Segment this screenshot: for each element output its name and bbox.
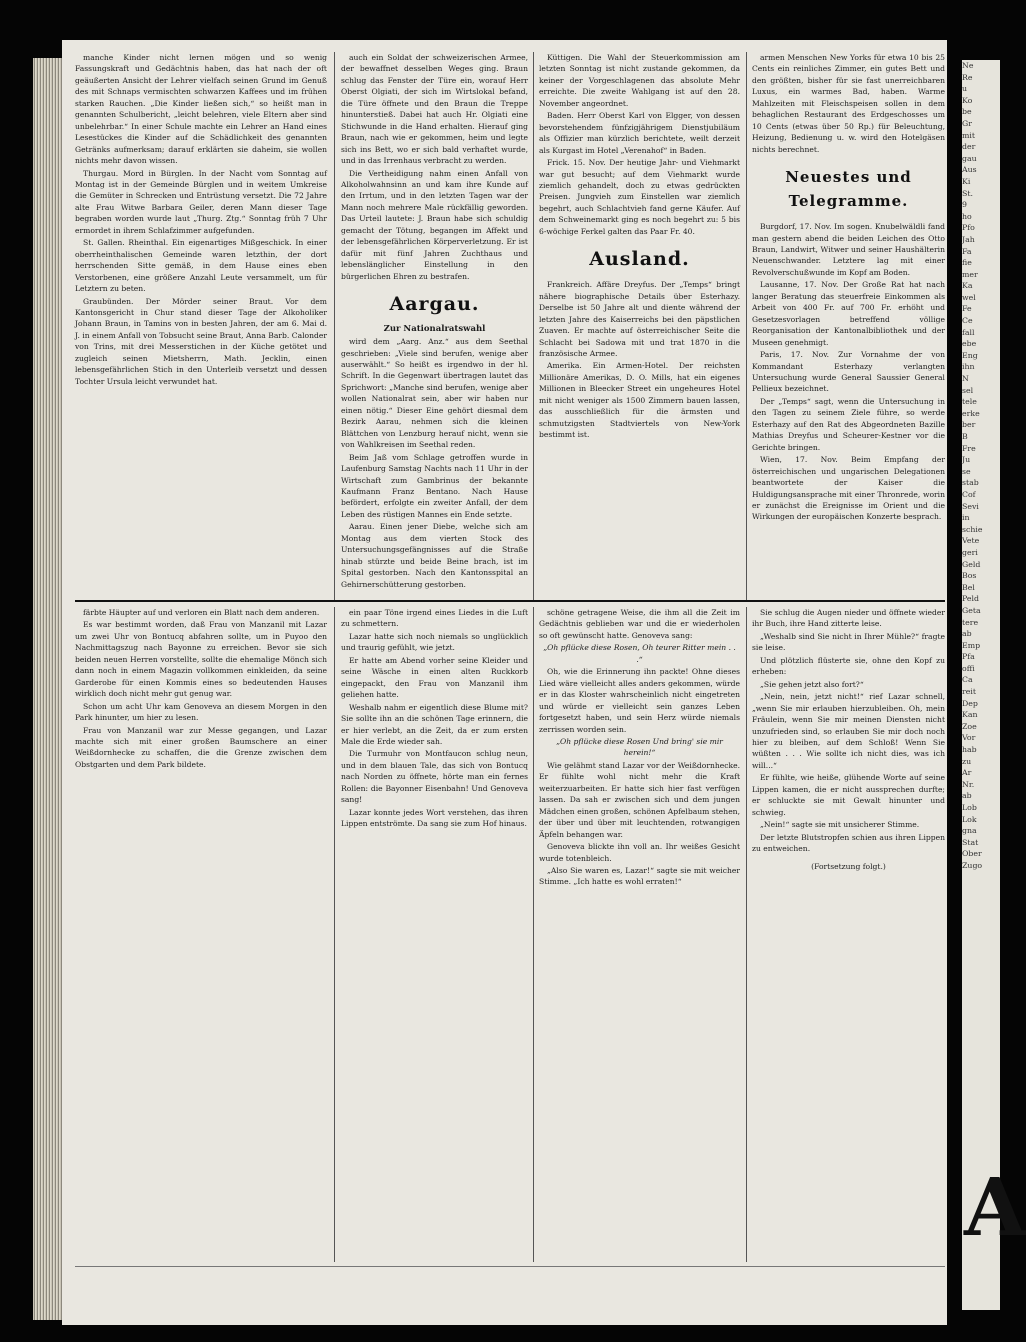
column-rule [746,607,747,1262]
book-page-edges [33,58,63,1320]
adjacent-page-fragment: u [962,84,968,94]
adjacent-page-fragment: Emp [962,640,981,650]
adjacent-page-fragment: fie [962,258,972,268]
story-paragraph: Lazar konnte jedes Wort verstehen, das ihren Lippen entströmte. Da sang sie zum Hof hinaus. [341,807,528,829]
article-paragraph: Beim Jaß vom Schlage getroffen wurde in Laufenburg Samstag Nachts nach 11 Uhr in der Wirtschaft zum Gambrinus der bekannte Kaufmann Franz Bentano. Nach Hause befördert, erfolgte ein zweiter Anfall, der dem Leben des rüstigen Mannes ein Ende setzte. [341,452,528,519]
continuation-note: (Fortsetzung folgt.) [811,861,886,871]
adjacent-page-fragment: 9 [962,200,967,210]
column-rule [334,52,335,600]
adjacent-page-big-letter: A [964,1160,1026,1254]
story-paragraph: ein paar Töne irgend eines Liedes in die Luft zu schmettern. [341,608,528,629]
column-1 [75,52,327,388]
adjacent-page-fragment: se [962,466,971,476]
story-paragraph: Schon um acht Uhr kam Genoveva an diesem Morgen in den Park hinunter, um hier zu lesen. [75,701,327,723]
feuilleton-column-3 [539,607,740,889]
column-rule [533,607,534,1262]
story-paragraph: Die Turmuhr von Montfaucon schlug neun, und in dem blauen Tale, das sich von Bontucq nach Norden zu öffnete, hörte man ein fernes Rollen: die Bayonner Eisenbahn! Und Genoveva sang! [341,749,528,805]
article-paragraph: manche Kinder nicht lernen mögen und so wenig Fassungskraft und Gedächtnis haben, das hat nach der oft geäußerten Ansicht der Lehrer vielfach seinen Grund im Genuß des mit Schnaps vermischten schwarzen Kaffees und im frühen starken Rauchen. „Die Kinder ließen sich,“ so heißt man in genannten Schulbericht, „leicht belehren, viele Eltern aber sind unbelehrbar.“ In einer Schule machte ein Lehrer an Hand eines Lesestückes die Kinder auf die Schädlichkeit des genannten Getränks aufmerksam; darauf erklärten sie daheim, sie wollen nichts mehr davon wissen. [75,53,327,166]
adjacent-page-fragment: ber [962,420,976,430]
adjacent-page-fragment: Bos [962,571,977,581]
adjacent-page-fragment: be [962,107,972,117]
adjacent-page-fragment: zu [962,756,972,766]
column-4 [752,52,945,524]
story-paragraph: Der letzte Blutstropfen schien aus ihren Lippen zu entweichen. [752,832,945,854]
adjacent-page-fragment: Ar [962,768,972,778]
article-thurgau: Thurgau. Mord in Bürglen. In der Nacht vom Sonntag auf Montag ist in der Gemeinde Bürglen und in weitem Umkreise die Gemüter in Schrecken und Entrüstung versetzt. Die 72 Jahre alte Frau Witwe Barbara Geiler, deren Mann dieser Tage begraben worden wurde laut „Thurg. Ztg.“ Sonntag früh 7 Uhr ermordet in ihrem Schlafzimmer aufgefunden. [75,168,327,235]
article-frankreich: Frankreich. Affäre Dreyfus. Der „Temps“ bringt nähere biographische Details über Esterhazy. Derselbe ist 50 Jahre alt und diente während der letzten Jahre des Kaiserreichs bei den päpstlichen Zuaven. Er machte auf österreichischer Seite die Schlacht bei Sadowa mit und trat 1870 in die französische Armee. [539,280,740,358]
adjacent-page-fragment: Vete [962,536,980,546]
adjacent-page-fragment: Re [962,72,973,82]
adjacent-page-fragment: Peld [962,594,979,604]
article-temps: Der „Temps“ sagt, wenn die Untersuchung in den Tagen zu seinem Ziele führe, so werde Esterhazy auf den Rat des Abgeordneten Bazille Mathias Dreyfus und Scheurer-Kestner vor die Gerichte bringen. [752,396,945,452]
adjacent-page-fragment: Fe [962,304,972,314]
adjacent-page-fragment: Ober [962,849,982,859]
adjacent-page-fragment: Vor [962,733,976,743]
article-paragraph: Aarau. Einen jener Diebe, welche sich am Montag aus dem vierten Stock des Untersuchungsgefängnisses auf die Straße hinab stürzte und beide Beine brach, ist im Spital gestorben. Nach den Kantonsspital an Gehirnerschütterung gestorben. [341,522,528,589]
adjacent-page-fragment: Pfo [962,223,975,233]
adjacent-page-fragment: gau [962,153,977,163]
story-paragraph: Er fühlte, wie heiße, glühende Worte auf seine Lippen kamen, die er nicht aussprechen durfte; er schluckte sie mit Gewalt hinunter und schwieg. [752,773,945,817]
adjacent-page-fragment: Ca [962,675,973,685]
section-heading-aargau: Aargau. [389,293,480,316]
column-rule [746,52,747,600]
story-paragraph: Sie schlug die Augen nieder und öffnete wieder ihr Buch, ihre Hand zitterte leise. [752,608,945,629]
adjacent-page-fragment: fall [962,327,975,337]
adjacent-page-fragment: reit [962,687,976,697]
adjacent-page-fragment: tele [962,397,977,407]
story-paragraph: „Also Sie waren es, Lazar!“ sagte sie mit weicher Stimme. „Ich hatte es wohl erraten!“ [539,865,740,887]
story-paragraph: Wie gelähmt stand Lazar vor der Weißdornhecke. Er fühlte wohl nicht mehr die Kraft weiterzuarbeiten. Er hatte sich hier fast verfügen lassen. Da sah er zwischen sich und dem jungen Mädchen einen großen, schönen Apfelbaum stehen, der über und über mit leuchtenden, rotwangigen Äpfeln behangen war. [539,760,740,839]
article-st-gallen: St. Gallen. Rheinthal. Ein eigenartiges Mißgeschick. In einer oberrheinthalischen Gemeinde waren letzthin, der dort herrschenden Sitte gemäß, in dem Hause eines eben Verstorbenen, eine größere Anzahl Leute versammelt, um für Letztern zu beten. [75,238,327,294]
adjacent-page-fragment: ab [962,629,972,639]
story-paragraph: Frau von Manzanil war zur Messe gegangen, und Lazar machte sich mit einer großen Baumschere an einer Weißdornhecke zu schaffen, die die Grenze zwischen dem Obstgarten und dem Park bildete. [75,725,327,769]
column-3 [539,52,740,442]
adjacent-page-fragment: in [962,513,970,523]
story-paragraph: Und plötzlich flüsterte sie, ohne den Kopf zu erheben: [752,655,945,677]
column-2 [341,52,528,591]
adjacent-page-fragment: mer [962,269,978,279]
article-frick: Frick. 15. Nov. Der heutige Jahr- und Viehmarkt war gut besucht; auf dem Viehmarkt wurde ziemlich gehandelt, doch zu etwas gedrückten Preisen. Jungvieh zum Einstellen war ziemlich begehrt, auch Schlachtvieh fand gerne Käufer. Auf dem Schweinemarkt ging es noch begehrt zu: 5 bis 6-wöchige Ferkel galten das Paar Fr. 40. [539,158,740,236]
adjacent-page-fragment: Gr [962,118,972,128]
adjacent-page-fragment: stab [962,478,979,488]
article-paragraph: wird dem „Aarg. Anz.“ aus dem Seethal geschrieben: „Viele sind berufen, wenige aber auserwählt.“ So heißt es irgendwo in der hl. Schrift. In die Gegenwart übertragen lautet das Sprichwort: „Manche sind berufen, wenige aber wollen Nationalrat sein, aber wir haben nur einen nötig.“ Dieser Eine gehört diesmal dem Bezirk Aarau, nehmen sich die kleinen Blättchen von Lenzburg herauf nicht, wenn sie von Wahlkreisen im Seethal reden. [341,337,528,450]
story-paragraph: schöne getragene Weise, die ihm all die Zeit im Gedächtnis geblieben war und die er wiederholen so oft gewünscht hatte. Genoveva sang: [539,608,740,640]
adjacent-page-fragment: Stat [962,837,979,847]
adjacent-page-fragment: Zoe [962,721,977,731]
article-lausanne: Lausanne, 17. Nov. Der Große Rat hat nach langer Beratung das steuerfreie Einkommen als Arbeit von 400 Fr. auf 700 Fr. erhöht und Gesetzesvorlagen betreffend völlige Reorganisation der Kantonalbibliothek und der Museen genehmigt. [752,280,945,347]
story-paragraph: Lazar hatte sich noch niemals so unglücklich und traurig gefühlt, wie jetzt. [341,631,528,653]
article-wien: Wien, 17. Nov. Beim Empfang der österreichischen und ungarischen Delegationen beantwortete der Kaiser die Huldigungsansprache mit einer Thronrede, worin er zunächst die Ereignisse im Orient und die Wirkungen der europäischen Konzerte besprach. [752,455,945,522]
adjacent-page-fragment: Ne [962,61,974,70]
adjacent-page-fragment: wel [962,292,976,302]
article-graubuenden: Graubünden. Der Mörder seiner Braut. Vor dem Kantonsgericht in Chur stand dieser Tage der Alkoholiker Johann Braun, in Tamins von in besten Jahren, der am 6. Mai d. J. in einem Anfall von Tobsucht seine Braut, Anna Barb. Calonder von Trins, mit drei Messerstichen in der Küche getötet und zugleich seinen Mietsherrn, Math. Jecklin, einen lebensgefährlichen Stich in den Unterleib versetzt und dessen Tochter Ursula leicht verwundet hat. [75,296,327,386]
adjacent-page-fragment: schie [962,524,983,534]
feuilleton-column-2 [341,607,528,831]
article-paris: Paris, 17. Nov. Zur Vornahme der von Kommandant Esterhazy verlangten Untersuchung wurde General Saussier General Pellieux bezeichnet. [752,350,945,394]
adjacent-page-fragment: Geta [962,605,981,615]
adjacent-page-fragment: gna [962,826,977,836]
story-paragraph: Er hatte am Abend vorher seine Kleider und seine Wäsche in einen alten Ruckkorb eingepackt, den Frau von Manzanil ihm geliehen hatte. [341,655,528,700]
adjacent-page-fragment: Aus [962,165,977,175]
section-heading-neuestes: Neuestes und Telegramme. [785,168,912,211]
adjacent-page-fragment: Ka [962,281,973,291]
column-rule [334,607,335,1262]
page-bottom-rule [75,1266,945,1267]
adjacent-page-fragment: St. [962,188,973,198]
adjacent-page-fragment: Jah [962,234,975,244]
adjacent-page-fragment: Lob [962,803,977,812]
article-paragraph: auch ein Soldat der schweizerischen Armee, der bewaffnet desselben Weges ging. Braun schlug das Fenster der Türe ein, worauf Herr Oberst Olgiati, der sich im Wirtslokal befand, die Türe öffnete und den Braun die Treppe hinunterstieß. Dabei hat auch Hr. Olgiati eine Stichwunde in die Hand erhalten. Hierauf ging Braun, nach wie er gekommen, heim und legte sich ins Bett, wo er sich bald verhaftet wurde, und in das Irrenhaus verbracht zu werden. [341,53,528,166]
story-paragraph: „Nein!“ sagte sie mit unsicherer Stimme. [760,820,920,830]
story-paragraph: Genoveva blickte ihn voll an. Ihr weißes Gesicht wurde totenbleich. [539,842,740,863]
adjacent-page-fragment: Nr. [962,779,975,789]
adjacent-page-fragment: ebe [962,339,977,349]
article-kuettigen: Küttigen. Die Wahl der Steuerkommission am letzten Sonntag ist nicht zustande gekommen, da keiner der Vorgeschlagenen das absolute Mehr erreichte. Die zweite Wahlgang ist auf den 28. November angeordnet. [539,53,740,108]
adjacent-page-fragment: Fa [962,246,972,256]
feuilleton-column-1 [75,607,327,771]
article-paragraph: Die Vertheidigung nahm einen Anfall von Alkoholwahnsinn an und kam ihre Kunde auf den Irrtum, und in den letzten Tagen war der Mann noch mehrere Male rückfällig geworden. Das Urteil lautete: J. Braun habe sich schuldig gemacht der Tötung, begangen im Affekt und der lebensgefährlichen Körperverletzung. Er ist dafür mit fünf Jahren Zuchthaus und lebenslänglicher Einstellung in den bürgerlichen Ehren zu bestrafen. [341,168,528,281]
adjacent-page-fragment: der [962,142,976,152]
adjacent-page-fragment: Lok [962,814,977,824]
adjacent-page-fragment: hab [962,745,977,755]
story-paragraph: „Sie gehen jetzt also fort?“ [760,679,864,689]
adjacent-page-fragment: mit [962,130,976,140]
section-heading-ausland: Ausland. [589,248,690,271]
adjacent-page-fragment: Kan [962,710,978,720]
adjacent-page [962,60,1026,1310]
adjacent-page-fragment: N [962,374,969,384]
adjacent-page-fragment: Pfa [962,652,975,662]
adjacent-page-text [962,60,1000,872]
song-verse: „Oh pflücke diese Rosen, Oh teurer Ritter mein . . .“ [543,643,736,664]
adjacent-page-fragment: sel [962,385,974,395]
article-paragraph: armen Menschen New Yorks für etwa 10 bis 25 Cents ein reinliches Zimmer, ein gutes Bett und den größten, bisher für sie fast unerreichbaren Luxus, ein warmes Bad, haben. Warme Mahlzeiten mit Fleischspeisen sollen in dem behaglichen Restaurant des Erdgeschosses um 10 Cents (etwas über 50 Rp.) für Beleuchtung, Heizung, Bedienung u. w. wird den Hotelgäsen nichts berechnet. [752,53,945,154]
story-paragraph: „Nein, nein, jetzt nicht!“ rief Lazar schnell, „wenn Sie mir erlauben hierzubleiben. Oh, mein Fräulein, wenn Sie mir meinen Diensten nicht unzufrieden sind, so erlauben Sie mir doch noch hier zu bleiben, auf dem Schloß! Wenn Sie wüßten . . . Wie sollte ich nicht dies, was ich will...“ [752,692,945,770]
adjacent-page-fragment: Ju [962,455,971,465]
adjacent-page-fragment: Cof [962,489,976,499]
adjacent-page-fragment: Fre [962,443,976,453]
adjacent-page-fragment: Ki [962,176,971,186]
adjacent-page-fragment: ho [962,211,972,221]
adjacent-page-fragment: tere [962,617,979,627]
story-paragraph: Es war bestimmt worden, daß Frau von Manzanil mit Lazar um zwei Uhr von Bontucq abfahren sollte, um in Puyoo den Nachmittagszug nach Bayonne zu erreichen. Bevor sie sich beiden neuen Herren vorstellte, sollte die ehemalige Mönch sich dann noch in einem Magazin vollkommen einkleiden, da seine Garderobe für einen Kommis eines so bedeutenden Hauses wirklich doch nicht mehr gut genug war. [75,620,327,699]
adjacent-page-fragment: Eng [962,350,978,360]
adjacent-page-fragment: erke [962,408,980,418]
adjacent-page-fragment: Ce [962,316,973,326]
feuilleton-divider [75,600,945,602]
adjacent-page-fragment: Ko [962,95,973,105]
subheading-nationalratswahl: Zur Nationalratswahl [383,324,486,335]
story-paragraph: färbte Häupter auf und verloren ein Blatt nach dem anderen. [83,608,320,617]
article-burgdorf: Burgdorf, 17. Nov. Im sogen. Knubelwäldli fand man gestern abend die beiden Leichen des Otto Braun, Landwirt, Witwer und seiner Haushälterin Neuenschwander. Letztere lag mit einer Revolverschußwunde im Kopf am Boden. [752,222,945,277]
article-amerika: Amerika. Ein Armen-Hotel. Der reichsten Millionäre Amerikas, D. O. Mills, hat ein eigenes Millionen in Bleecker Street ein ungeheures Hotel mit nicht weniger als 1500 Zimmern bauen lassen, das ausschließlich für die ärmsten und schmutzigsten Stadtviertels von New-York bestimmt ist. [539,361,740,440]
feuilleton-column-4 [752,607,945,873]
story-paragraph: „Weshalb sind Sie nicht in Ihrer Mühle?“ fragte sie leise. [752,631,945,653]
adjacent-page-fragment: ihn [962,362,975,372]
adjacent-page-fragment: B [962,432,968,441]
story-paragraph: Oh, wie die Erinnerung ihn packte! Ohne dieses Lied wäre vielleicht alles anders gekommen, würde er in das Kloster wahrscheinlich nicht eingetreten und würde er vielleicht sein ganzes Leben fortgesetzt haben, und sein Herz würde niemals zerrissen worden sein. [539,667,740,734]
adjacent-page-fragment: offi [962,663,975,673]
article-baden: Baden. Herr Oberst Karl von Elgger, von dessen bevorstehendem fünfzigjährigem Dienstjubiläum als Offizier man kürzlich berichtete, weilt derzeit als Kurgast im Hotel „Verenahof“ in Baden. [539,111,740,155]
story-paragraph: Weshalb nahm er eigentlich diese Blume mit? Sie sollte ihn an die schönen Tage erinnern, die er hier verlebt, an die Zeit, da er zum ersten Male die Erde wieder sah. [341,702,528,746]
song-verse: „Oh pflücke diese Rosen Und bring' sie mir herein!“ [556,736,723,758]
adjacent-page-fragment: ab [962,791,972,801]
adjacent-page-fragment: Sevi [962,501,979,511]
adjacent-page-fragment: Geld [962,559,981,569]
adjacent-page-fragment: Bel [962,582,975,592]
adjacent-page-fragment: Zugo [962,860,983,870]
adjacent-page-fragment: geri [962,547,978,557]
column-rule [533,52,534,600]
adjacent-page-fragment: Dep [962,698,978,708]
